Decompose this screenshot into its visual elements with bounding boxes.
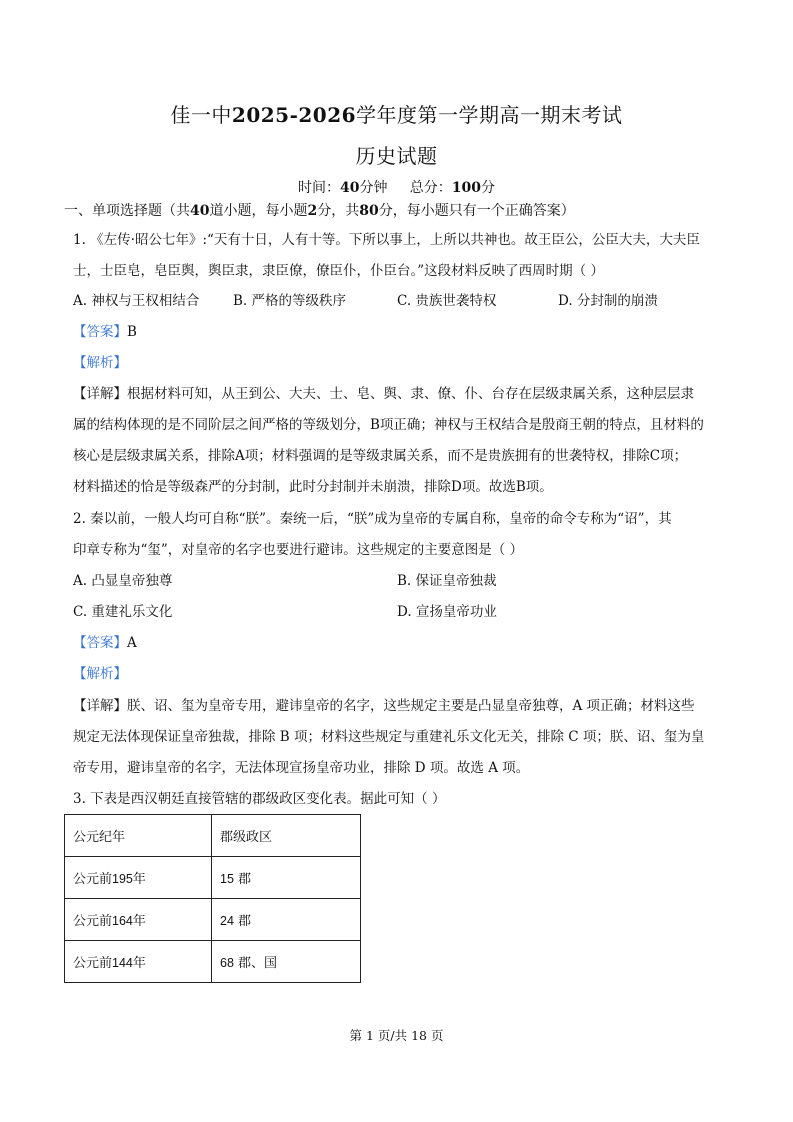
- section-heading: [64, 202, 714, 220]
- section-text: 一、单项选择题（共: [64, 203, 190, 219]
- time-label: 时间：: [298, 180, 340, 196]
- count-unit: 郡: [238, 872, 252, 887]
- table-header-cell: 郡级政区: [212, 815, 361, 857]
- answer-tag: 【答案】: [73, 324, 127, 340]
- title-term: 学年度第一学期高一期末考试: [356, 103, 623, 127]
- count-unit: 郡: [238, 914, 252, 929]
- section-text: 分，共: [317, 203, 360, 219]
- analysis-tag: 【解析】: [73, 355, 127, 371]
- year-value: 195: [112, 872, 133, 886]
- title-years: 2025-2026: [231, 103, 357, 127]
- analysis-tag: 【解析】: [73, 666, 127, 682]
- count-value: 68: [220, 956, 234, 970]
- table-header-row: [65, 815, 361, 857]
- q2-option-a: A. 凸显皇帝独尊: [73, 573, 173, 589]
- table-row: [65, 899, 361, 941]
- count-unit: 郡、国: [238, 956, 278, 971]
- q2-answer: [73, 634, 723, 652]
- year-value: 164: [112, 914, 133, 928]
- q2-stem: 印章专称为“玺”，对皇帝的名字也要进行避讳。这些规定的主要意图是（ ）: [73, 542, 524, 558]
- table-row: [65, 857, 361, 899]
- table-cell-count: [212, 941, 361, 983]
- time-unit: 分钟: [359, 180, 388, 196]
- q3-table: [64, 814, 361, 983]
- score-value: 100: [451, 180, 481, 196]
- year-prefix: 公元前: [73, 872, 113, 887]
- title-school: 佳一中: [170, 103, 232, 127]
- year-prefix: 公元前: [73, 914, 113, 929]
- section-text: 分，每小题只有一个正确答案）: [378, 203, 575, 219]
- table-header-cell: 公元纪年: [65, 815, 212, 857]
- q1-detail: 核心是层级隶属关系，排除A项；材料强调的是等级隶属关系，而不是贵族拥有的世袭特权，排除C项；: [73, 448, 688, 464]
- year-value: 144: [112, 956, 133, 970]
- count-value: 24: [220, 914, 234, 928]
- answer-value: B: [127, 324, 137, 340]
- score-unit: 分: [480, 180, 495, 196]
- q2-option-b: B. 保证皇帝独裁: [397, 573, 497, 589]
- section-total: 80: [359, 203, 379, 219]
- table-cell-year: [65, 899, 212, 941]
- table-cell-year: [65, 941, 212, 983]
- count-value: 15: [220, 872, 234, 886]
- q3-stem: 3. 下表是西汉朝廷直接管辖的郡级政区变化表。据此可知（ ）: [73, 791, 446, 807]
- table-cell-count: [212, 899, 361, 941]
- q1-detail: 材料描述的恰是等级森严的分封制，此时分封制并未崩溃，排除D项。故选B项。: [73, 479, 553, 495]
- q1-option-d: D. 分封制的崩溃: [558, 293, 658, 309]
- q2-analysis-tag: [73, 665, 723, 683]
- q1-detail: 属的结构体现的是不同阶层之间严格的等级划分，B项正确；神权与王权结合是殷商王朝的特点，且材料的: [73, 417, 704, 433]
- answer-value: A: [127, 635, 137, 651]
- q2-detail: 规定无法体现保证皇帝独裁，排除 B 项；材料这些规定与重建礼乐文化无关，排除 C 项；朕、诏、玺为皇: [73, 729, 705, 745]
- exam-meta: [0, 177, 793, 197]
- section-text: 道小题，每小题: [209, 203, 308, 219]
- answer-tag: 【答案】: [73, 635, 127, 651]
- year-prefix: 公元前: [73, 956, 113, 971]
- q1-option-b: B. 严格的等级秩序: [233, 293, 347, 309]
- year-suffix: 年: [132, 914, 146, 929]
- exam-title: [0, 99, 793, 128]
- exam-subtitle: 历史试题: [355, 144, 438, 168]
- page-footer: 第 1 页/共 18 页: [349, 1028, 444, 1043]
- q1-analysis-tag: [73, 354, 723, 372]
- table-row: [65, 941, 361, 983]
- q2-option-c: C. 重建礼乐文化: [73, 604, 173, 620]
- q1-stem: 士，士臣皂，皂臣舆，舆臣隶，隶臣僚，僚臣仆，仆臣台。”这段材料反映了西周时期（ ）: [73, 263, 604, 279]
- q1-answer: [73, 323, 723, 341]
- time-value: 40: [340, 180, 360, 196]
- q1-stem: 1. 《左传·昭公七年》:“天有十日，人有十等。下所以事上，上所以共神也。故王臣公，公臣大夫，大夫臣: [73, 232, 700, 248]
- table-cell-year: [65, 857, 212, 899]
- q2-option-d: D. 宣扬皇帝功业: [397, 604, 497, 620]
- year-suffix: 年: [132, 956, 146, 971]
- section-per-score: 2: [307, 203, 318, 219]
- year-suffix: 年: [132, 872, 146, 887]
- q2-detail: 帝专用，避讳皇帝的名字，无法体现宣扬皇帝功业，排除 D 项。故选 A 项。: [73, 760, 530, 776]
- q1-option-c: C. 贵族世袭特权: [397, 293, 497, 309]
- q2-stem: 2. 秦以前，一般人均可自称“朕”。秦统一后，“朕”成为皇帝的专属自称，皇帝的命令专称为“诏”，其: [73, 511, 672, 527]
- table-cell-count: [212, 857, 361, 899]
- score-label: 总分：: [409, 180, 452, 196]
- q1-detail: 【详解】根据材料可知，从王到公、大夫、士、皂、舆、隶、僚、仆、台存在层级隶属关系，这种层层隶: [73, 386, 694, 402]
- q1-option-a: A. 神权与王权相结合: [73, 293, 200, 309]
- section-count: 40: [190, 203, 210, 219]
- q2-detail: 【详解】朕、诏、玺为皇帝专用，避讳皇帝的名字，这些规定主要是凸显皇帝独尊，A 项正确；材料这些: [73, 698, 695, 714]
